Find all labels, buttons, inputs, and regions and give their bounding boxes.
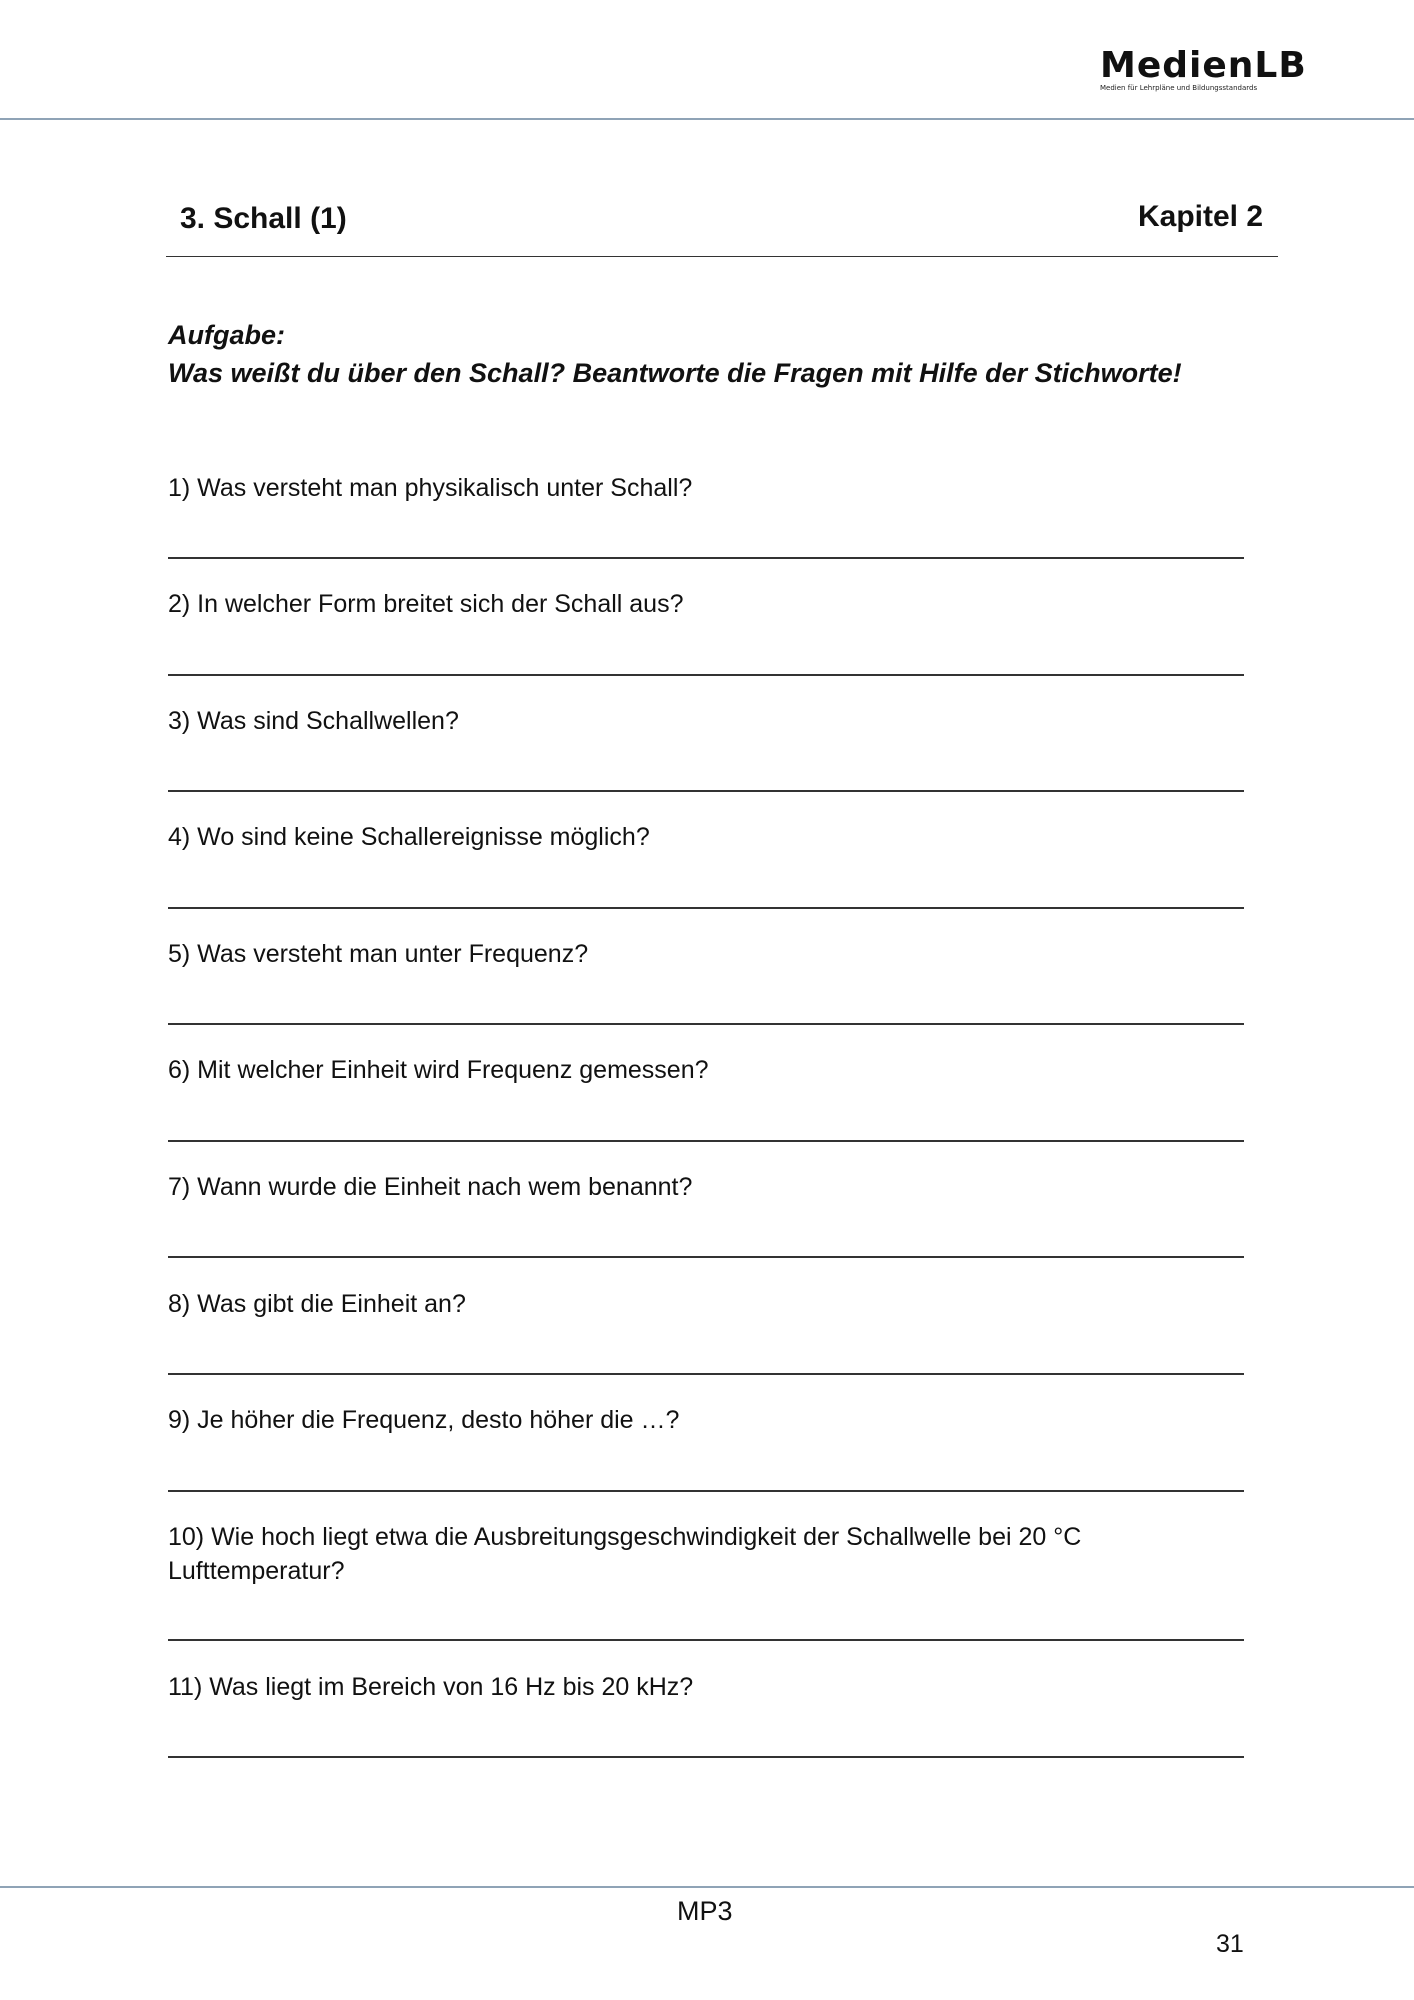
answer-line-11[interactable] (168, 1756, 1244, 1758)
answer-line-3[interactable] (168, 790, 1244, 792)
task-instruction: Was weißt du über den Schall? Beantworte die Fragen mit Hilfe der Stichworte! (168, 358, 1182, 388)
answer-line-5[interactable] (168, 1023, 1244, 1025)
answer-line-1[interactable] (168, 557, 1244, 559)
question-11: 11) Was liegt im Bereich von 16 Hz bis 20 kHz? (168, 1673, 694, 1701)
logo-tagline: Medien für Lehrpläne und Bildungsstandards (1100, 84, 1258, 92)
question-2: 2) In welcher Form breitet sich der Schall aus? (168, 590, 684, 618)
question-8: 8) Was gibt die Einheit an? (168, 1290, 466, 1318)
question-5: 5) Was versteht man unter Frequenz? (168, 940, 589, 968)
title-divider (166, 256, 1278, 257)
page-number: 31 (1216, 1930, 1244, 1958)
answer-line-7[interactable] (168, 1256, 1244, 1258)
task-block (168, 316, 1182, 392)
answer-line-6[interactable] (168, 1140, 1244, 1142)
answer-line-2[interactable] (168, 674, 1244, 676)
question-10: 10) Wie hoch liegt etwa die Ausbreitungsgeschwindigkeit der Schallwelle bei 20 °C Lufttemperatur? (168, 1523, 1082, 1585)
medienlb-logo (1100, 45, 1307, 93)
footer-divider (0, 1886, 1414, 1888)
header-divider (0, 118, 1414, 120)
answer-line-10[interactable] (168, 1639, 1244, 1641)
answer-line-4[interactable] (168, 907, 1244, 909)
chapter-label: Kapitel 2 (1138, 200, 1264, 233)
task-label: Aufgabe: (168, 320, 285, 350)
answer-line-8[interactable] (168, 1373, 1244, 1375)
answer-line-9[interactable] (168, 1490, 1244, 1492)
section-title: 3. Schall (1) (180, 202, 347, 235)
footer-label: MP3 (677, 1896, 733, 1926)
question-1: 1) Was versteht man physikalisch unter Schall? (168, 474, 693, 502)
question-4: 4) Wo sind keine Schallereignisse möglich? (168, 823, 650, 851)
question-9: 9) Je höher die Frequenz, desto höher die …? (168, 1406, 680, 1434)
question-3: 3) Was sind Schallwellen? (168, 707, 459, 735)
question-6: 6) Mit welcher Einheit wird Frequenz gemessen? (168, 1056, 709, 1084)
logo-name: MedienLB (1100, 45, 1307, 86)
question-7: 7) Wann wurde die Einheit nach wem benannt? (168, 1173, 693, 1201)
